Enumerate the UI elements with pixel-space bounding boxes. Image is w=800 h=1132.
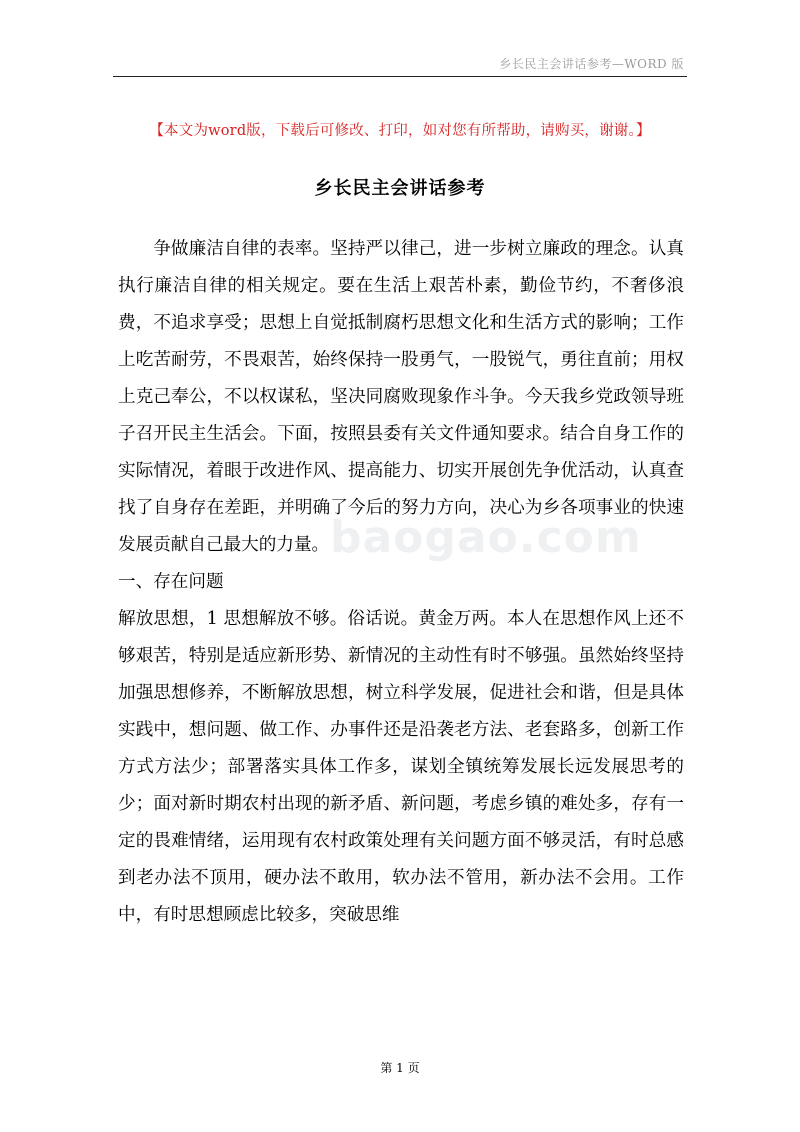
running-header: 乡长民主会讲话参考—WORD 版 xyxy=(499,57,684,71)
document-title: 乡长民主会讲话参考 xyxy=(314,178,486,199)
paragraph-problem: 解放思想，1 思想解放不够。俗话说。黄金万两。本人在思想作风上还不够艰苦，特别是适应新形势、新情况的主动性有时不够强。虽然始终坚持加强思想修养，不断解放思想，树立科学发展，促进社会和谐，但是具体实践中，想问题、做工作、办事件还是沿袭老方法、老套路多，创新工作方式方法少；部署落实具体工作多，谋划全镇统筹发展长远发展思考的少；面对新时期农村出现的新矛盾、新问题，考虑乡镇的难处多，存有一定的畏难情绪，运用现有农村政策处理有关问题方面不够灵活，有时总感到老办法不顶用，硬办法不敢用，软办法不管用，新办法不会用。工作中，有时思想顾虑比较多，突破思维 xyxy=(118,609,684,925)
header-divider xyxy=(113,76,687,77)
paragraph-intro: 争做廉洁自律的表率。坚持严以律己，进一步树立廉政的理念。认真执行廉洁自律的相关规定。要在生活上艰苦朴素，勤俭节约，不奢侈浪费，不追求享受；思想上自觉抵制腐朽思想文化和生活方式的影响；工作上吃苦耐劳，不畏艰苦，始终保持一股勇气，一股锐气，勇往直前；用权上克己奉公，不以权谋私，坚决同腐败现象作斗争。今天我乡党政领导班子召开民主生活会。下面，按照县委有关文件通知要求。结合自身工作的实际情况，着眼于改进作风、提高能力、切实开展创先争优活动，认真查找了自身存在差距，并明确了今后的努力方向，决心为乡各项事业的快速发展贡献自己最大的力量。 xyxy=(118,239,684,555)
document-body xyxy=(118,231,684,934)
watermark: baogao.com xyxy=(330,512,642,563)
section-heading: 一、存在问题 xyxy=(118,572,224,592)
purchase-notice: 【本文为word版，下载后可修改、打印，如对您有所帮助，请购买，谢谢。】 xyxy=(149,123,651,139)
page-number: 第 1 页 xyxy=(380,1061,420,1075)
